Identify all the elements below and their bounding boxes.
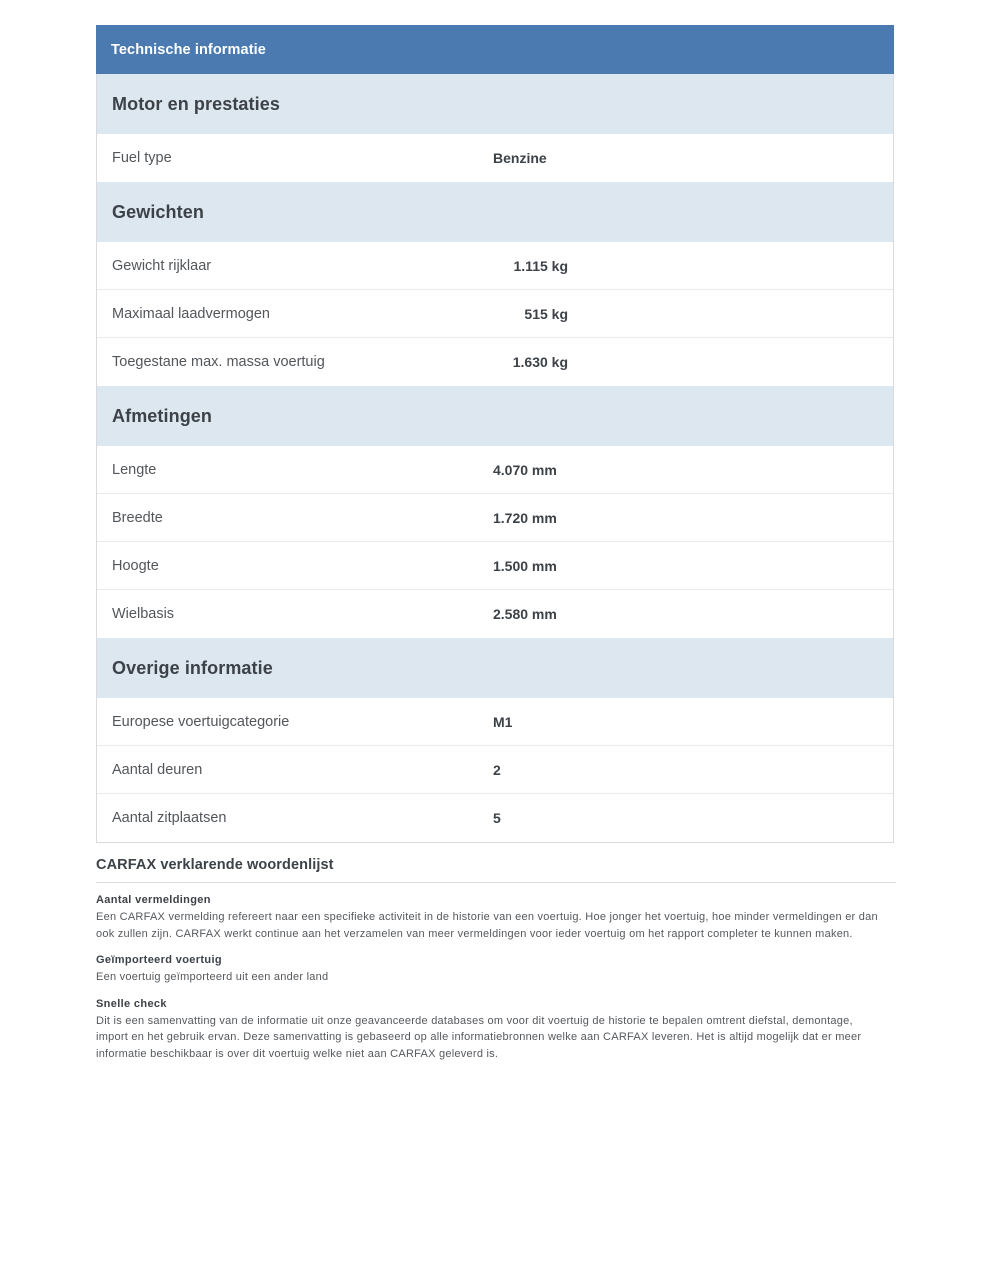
glossary-term: Aantal vermeldingen — [96, 894, 211, 906]
table-row — [97, 290, 893, 338]
technical-information-panel — [96, 25, 894, 843]
spec-value: 1.500 mm — [493, 557, 557, 574]
glossary-divider — [96, 882, 896, 883]
spec-value: 1.115 kg — [513, 257, 568, 274]
glossary-entry — [96, 998, 896, 1063]
glossary-entry — [96, 954, 896, 986]
spec-value: 4.070 mm — [493, 461, 557, 478]
section-header — [97, 638, 893, 698]
section-header-label: Gewichten — [112, 201, 204, 222]
section-header — [97, 182, 893, 242]
spec-value: 5 — [493, 810, 501, 826]
section-header — [97, 386, 893, 446]
spec-value: 1.720 mm — [493, 509, 557, 526]
spec-label: Breedte — [112, 509, 163, 526]
spec-label: Aantal zitplaatsen — [112, 810, 227, 826]
spec-label: Lengte — [112, 461, 157, 478]
section-header-label: Afmetingen — [112, 405, 212, 426]
section-header-label: Motor en prestaties — [112, 93, 280, 114]
spec-label: Europese voertuigcategorie — [112, 713, 290, 730]
spec-value: 2 — [493, 761, 501, 778]
glossary-term: Geïmporteerd voertuig — [96, 954, 222, 966]
table-row — [97, 242, 893, 290]
spec-label: Fuel type — [112, 150, 172, 166]
table-row — [97, 794, 893, 842]
spec-label: Gewicht rijklaar — [112, 257, 212, 274]
page-title: Technische informatie — [111, 41, 266, 58]
section-header — [97, 74, 893, 134]
table-row — [97, 746, 893, 794]
table-row — [97, 134, 893, 182]
spec-label: Aantal deuren — [112, 761, 203, 778]
spec-label: Toegestane max. massa voertuig — [112, 354, 325, 370]
glossary-entry-list — [96, 894, 896, 1062]
spec-label: Maximaal laadvermogen — [112, 305, 270, 322]
glossary-term: Snelle check — [96, 997, 167, 1010]
technical-information-header — [96, 25, 894, 74]
carfax-glossary — [96, 857, 896, 1074]
technical-information-table — [96, 74, 894, 843]
spec-value: 515 kg — [524, 305, 568, 322]
glossary-definition: Een CARFAX vermelding refereert naar een specifieke activiteit in de historie van een voertuig. Hoe jonger het voertuig, hoe minder vermeldingen er dan ook zullen zijn. CARFAX werkt continue aan het verzamelen van meer vermeldingen voor ieder voertuig om het rapport completer te kunnen maken. — [96, 911, 878, 940]
glossary-definition: Dit is een samenvatting van de informatie uit onze geavanceerde databases om voor dit voertuig de historie te bepalen omtrent diefstal, demontage, import en het gebruik ervan. Deze samenvatting is gebaseerd op alle informatiebronnen welke aan CARFAX leveren. Het is altijd mogelijk dat er meer informatie beschikbaar is over dit voertuig welke niet aan CARFAX geleverd is. — [96, 1014, 862, 1060]
glossary-definition: Een voertuig geïmporteerd uit een ander land — [96, 971, 329, 983]
table-row — [97, 698, 893, 746]
glossary-title: CARFAX verklarende woordenlijst — [96, 857, 334, 873]
table-row — [97, 494, 893, 542]
section-header-label: Overige informatie — [112, 657, 273, 678]
table-row — [97, 590, 893, 638]
spec-value: Benzine — [493, 150, 547, 166]
spec-label: Hoogte — [112, 557, 159, 574]
table-row — [97, 338, 893, 386]
table-row — [97, 446, 893, 494]
table-row — [97, 542, 893, 590]
spec-value: 1.630 kg — [512, 354, 568, 370]
spec-label: Wielbasis — [112, 606, 175, 622]
glossary-entry — [96, 894, 896, 942]
spec-value: M1 — [493, 713, 513, 730]
spec-value: 2.580 mm — [493, 606, 557, 622]
